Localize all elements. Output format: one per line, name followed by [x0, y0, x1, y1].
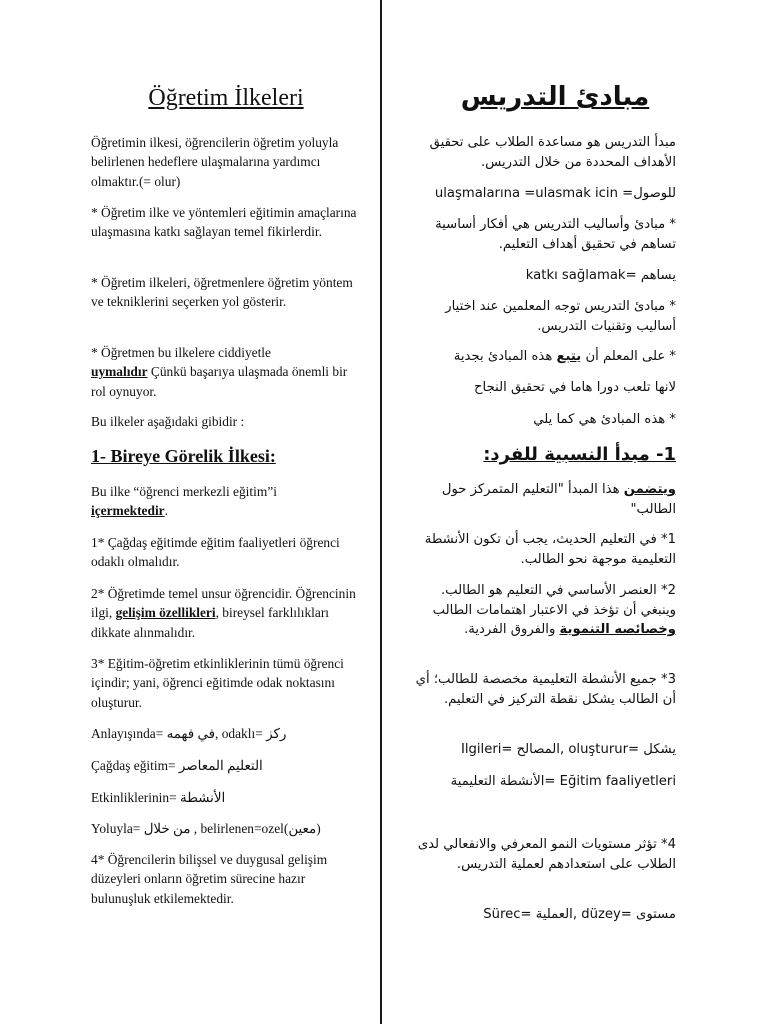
arabic-paragraph-7: ويتضمن هذا المبدأ "التعليم المتمركز حول الطالب" — [441, 482, 676, 517]
turkish-paragraph-10: 4* Öğrencilerin bilişsel ve duygusal gelişim düzeyleri onların öğretim sürecine hazır bulunuşluk etkilemektedir. — [91, 852, 328, 906]
underlined-word: ويتضمن — [623, 482, 676, 497]
underlined-word: uymalıdır — [91, 364, 148, 380]
turkish-paragraph-2: * Öğretim ilke ve yöntemleri eğitimin amaçlarına ulaşmasına katkı sağlayan temel fikirlerdir. — [91, 205, 357, 240]
turkish-paragraph-3: * Öğretim ilkeleri, öğretmenlere öğretim yöntem ve tekniklerini seçerken yol gösterir. — [91, 275, 353, 310]
arabic-paragraph-6: * هذه المبادئ هي كما يلي — [533, 412, 676, 427]
turkish-title: Öğretim İlkeleri — [148, 85, 304, 111]
turkish-vocab-2: Çağdaş eğitim= التعليم المعاصر — [91, 758, 263, 773]
arabic-vocab-3: Ilgileri= المصالح, oluşturur= يشكل — [460, 742, 676, 757]
arabic-vocab-2: katkı sağlamak= يساهم — [525, 268, 676, 283]
arabic-title: مبادئ التدريس — [460, 82, 650, 112]
underlined-word: يتبع — [556, 349, 582, 364]
turkish-paragraph-9: 3* Eğitim-öğretim etkinliklerinin tümü öğrenci içindir; yani, öğrenci eğitimde odak noktasını oluşturur. — [91, 656, 344, 710]
turkish-vocab-1: Anlayışında= في فهمه, odaklı= ركز — [91, 726, 287, 741]
arabic-paragraph-9: 2* العنصر الأساسي في التعليم هو الطالب. وينبغي أن تؤخذ في الاعتبار اهتمامات الطالب وخصائصه التنموية والفروق الفردية. — [432, 583, 676, 638]
turkish-paragraph-1: Öğretimin ilkesi, öğrencilerin öğretim yoluyla belirlenen hedeflere ulaşmalarına yardımcı olmaktır.(= olur) — [91, 135, 339, 189]
arabic-paragraph-10: 3* جميع الأنشطة التعليمية مخصصة للطالب؛ أي أن الطالب يشكل نقطة التركيز في التعليم. — [415, 672, 676, 707]
arabic-paragraph-5: لانها تلعب دورا هاما في تحقيق النجاح — [474, 380, 676, 395]
turkish-paragraph-8: 2* Öğretimde temel unsur öğrencidir. Öğrencinin ilgi, gelişim özellikleri, bireysel farklılıkları dikkate alınmalıdır. — [91, 586, 356, 640]
turkish-vocab-3: Etkinliklerinin= الأنشطة — [91, 790, 226, 805]
turkish-paragraph-6: Bu ilke “öğrenci merkezli eğitim”i içermektedir. — [91, 484, 277, 519]
turkish-heading-1: 1- Bireye Görelik İlkesi: — [91, 446, 276, 466]
underlined-word: gelişim özellikleri — [115, 605, 216, 621]
turkish-paragraph-4: * Öğretmen bu ilkelere ciddiyetle uymalıdır Çünkü başarıya ulaşmada önemli bir rol oynuyor. — [91, 345, 348, 399]
arabic-paragraph-11: 4* تؤثر مستويات النمو المعرفي والانفعالي لدى الطلاب على استعدادهم لعملية التدريس. — [417, 837, 676, 872]
turkish-vocab-4: Yoluyla= من خلال , belirlenen=ozel(معين) — [91, 821, 321, 836]
underlined-word: içermektedir — [91, 503, 165, 519]
arabic-heading-1: 1- مبدأ النسبية للفرد: — [483, 444, 676, 465]
arabic-paragraph-2: * مبادئ وأساليب التدريس هي أفكار أساسية تساهم في تحقيق أهداف التعليم. — [435, 217, 676, 252]
underlined-word: وخصائصه التنموية — [559, 622, 676, 638]
turkish-paragraph-7: 1* Çağdaş eğitimde eğitim faaliyetleri öğrenci odaklı olmalıdır. — [91, 535, 340, 570]
column-divider — [380, 0, 382, 1024]
arabic-vocab-5: Sürec= العملية, düzey= مستوى — [483, 907, 676, 922]
turkish-paragraph-5: Bu ilkeler aşağıdaki gibidir : — [91, 414, 245, 429]
arabic-paragraph-3: * مبادئ التدريس توجه المعلمين عند اختيار أساليب وتقنيات التدريس. — [445, 299, 676, 334]
arabic-paragraph-1: مبدأ التدريس هو مساعدة الطلاب على تحقيق الأهداف المحددة من خلال التدريس. — [429, 135, 676, 170]
arabic-vocab-1: ulaşmalarına =ulasmak icin =للوصول — [434, 186, 676, 201]
arabic-paragraph-4: * على المعلم أن يتبع هذه المبادئ بجدية — [453, 349, 676, 364]
arabic-paragraph-8: 1* في التعليم الحديث، يجب أن تكون الأنشطة التعليمية موجهة نحو الطالب. — [424, 532, 676, 567]
arabic-vocab-4: الأنشطة التعليمية= Eğitim faaliyetleri — [450, 774, 676, 789]
